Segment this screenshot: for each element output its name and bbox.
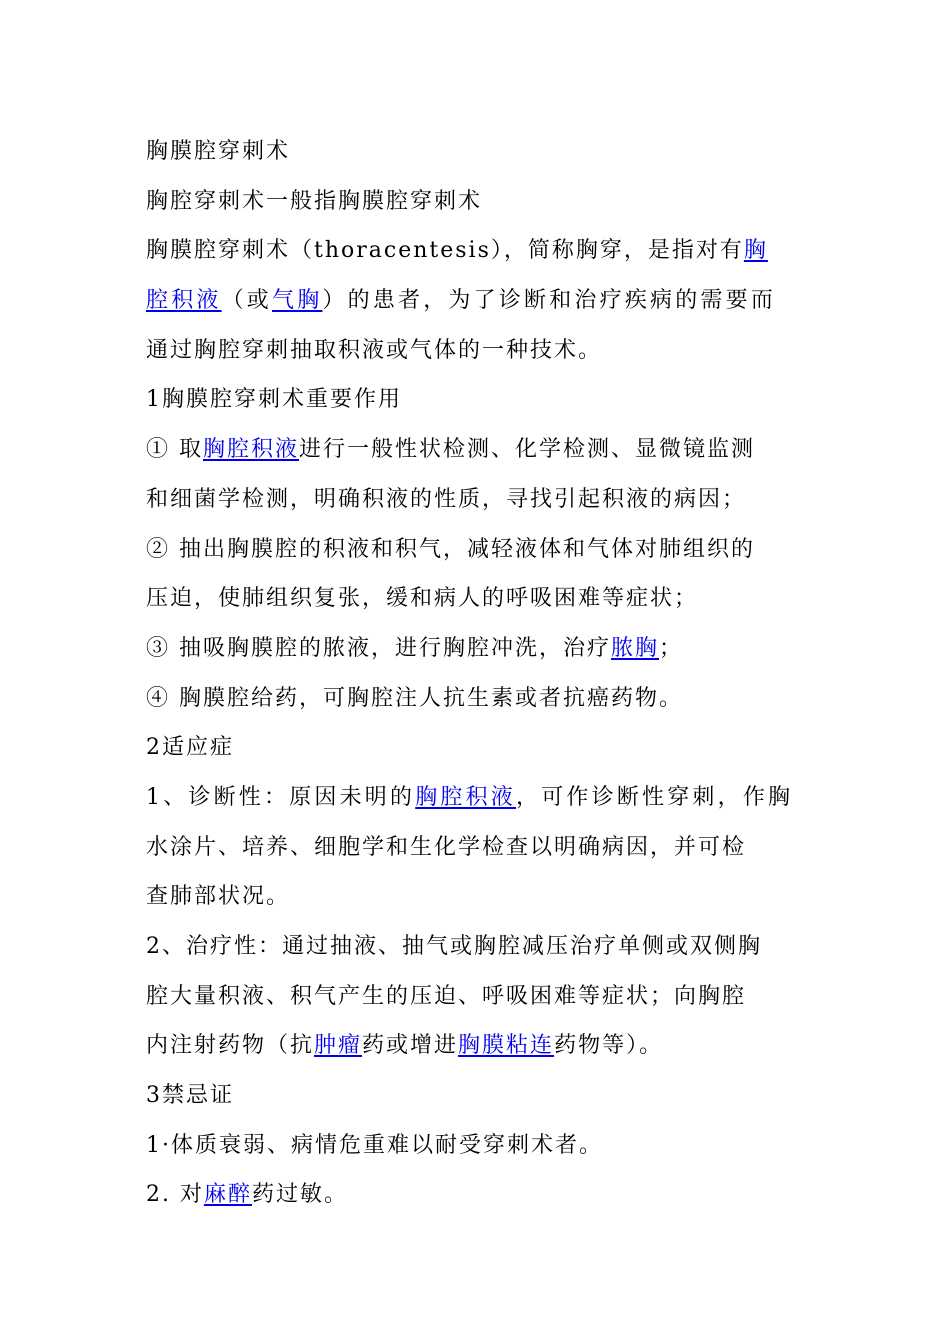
section2-diagnostic: 1、诊断性：原因未明的胸腔积液，可作诊断性穿刺，作胸 [146,784,794,810]
link-tumor[interactable]: 肿瘤 [314,1033,363,1059]
link-pleurodesis[interactable]: 胸膜粘连 [458,1033,555,1059]
intro-line-2: 腔积液（或气胸）的患者，为了诊断和治疗疾病的需要而 [146,288,777,314]
intro-line-3: 通过胸腔穿刺抽取积液或气体的一种技术。 [146,337,603,363]
section2-diagnostic-cont-2: 查肺部状况。 [146,884,291,910]
section3-item1: 1·体质衰弱、病情危重难以耐受穿刺术者。 [146,1132,603,1158]
section1-item4: ④ 胸膜腔给药，可胸腔注人抗生素或者抗癌药物。 [146,685,683,711]
section3-heading: 3禁忌证 [146,1083,234,1109]
section1-heading: 1胸膜腔穿刺术重要作用 [146,387,402,413]
section1-item1-cont: 和细菌学检测，明确积液的性质，寻找引起积液的病因； [146,486,747,512]
link-pneumothorax[interactable]: 气胸 [272,288,323,314]
section2-diagnostic-cont-1: 水涂片、培养、细胞学和生化学检查以明确病因，并可检 [146,834,747,860]
intro-line-1: 胸膜腔穿刺术（thoracentesis），简称胸穿，是指对有胸 [146,238,768,264]
document-subtitle: 胸腔穿刺术一般指胸膜腔穿刺术 [146,188,483,214]
link-pleural-effusion-cont[interactable]: 腔积液 [146,288,222,314]
link-pleural-effusion-3[interactable]: 胸腔积液 [415,784,517,810]
section2-therapeutic: 2、治疗性：通过抽液、抽气或胸腔减压治疗单侧或双侧胸 [146,934,762,959]
link-empyema[interactable]: 脓胸 [611,635,660,661]
section2-heading: 2适应症 [146,735,234,761]
section2-therapeutic-cont-1: 腔大量积液、积气产生的压迫、呼吸困难等症状；向胸腔 [146,983,747,1009]
section1-item2-cont: 压迫，使肺组织复张，缓和病人的呼吸困难等症状； [146,586,699,612]
section2-therapeutic-cont-2: 内注射药物（抗肿瘤药或增进胸膜粘连药物等）。 [146,1033,664,1059]
section1-item2: ② 抽出胸膜腔的积液和积气，减轻液体和气体对肺组织的 [146,536,755,562]
document-title: 胸膜腔穿刺术 [146,139,291,164]
link-anesthesia[interactable]: 麻醉 [203,1182,252,1208]
document-body [146,127,810,1220]
link-pleural-effusion[interactable]: 胸 [743,238,768,264]
section3-item2: 2. 对麻醉药过敏。 [146,1182,349,1208]
section1-item3: ③ 抽吸胸膜腔的脓液，进行胸腔冲洗，治疗脓胸； [146,635,684,661]
link-pleural-effusion-2[interactable]: 胸腔积液 [203,437,300,463]
section1-item1: ① 取胸腔积液进行一般性状检测、化学检测、显微镜监测 [146,437,756,463]
